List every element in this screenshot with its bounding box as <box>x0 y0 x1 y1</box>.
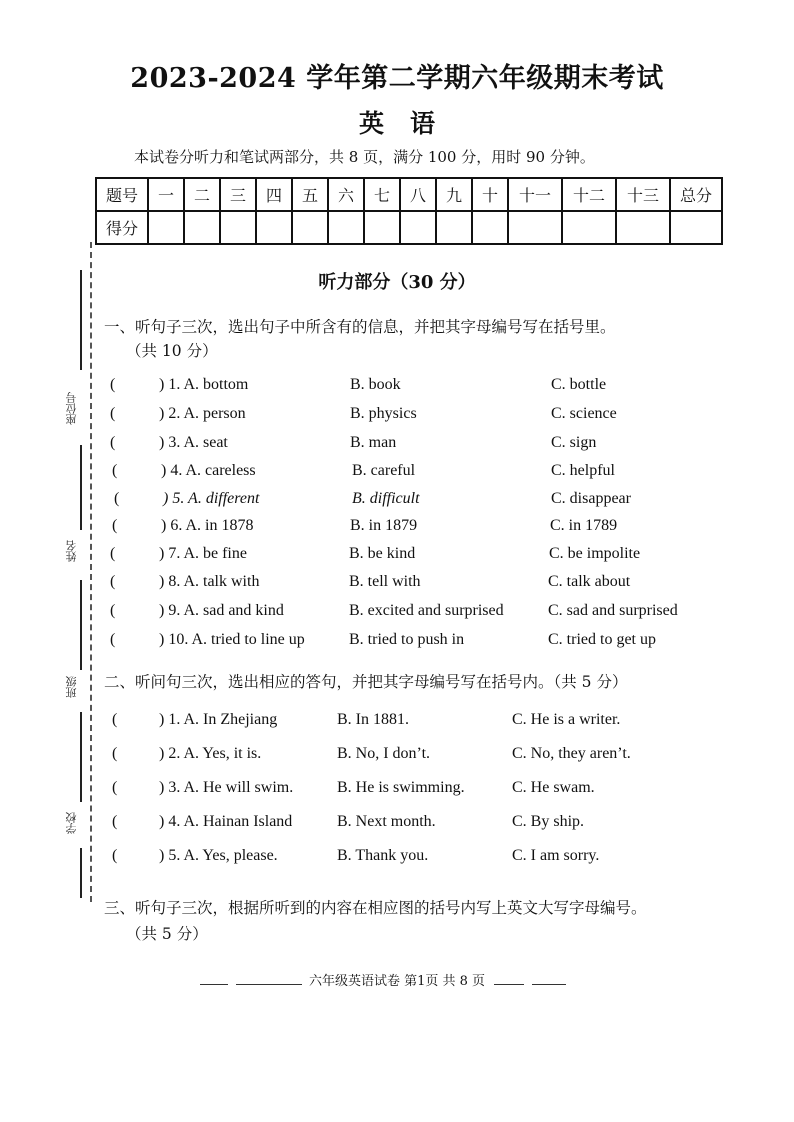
option-a: ) 2. A. Yes, it is. <box>159 745 262 762</box>
page-footer: 六年级英语试卷 第1页 共 8 页 <box>308 974 486 989</box>
score-column-10: 十 <box>472 178 508 211</box>
option-a: ) 3. A. He will swim. <box>159 779 294 796</box>
option-b: B. Next month. <box>337 813 436 830</box>
margin-label-name: 姓名 <box>65 540 78 562</box>
footer-rule-right <box>494 984 524 985</box>
option-b: B. in 1879 <box>350 517 418 534</box>
answer-bracket[interactable]: ( <box>110 376 116 393</box>
answer-bracket[interactable]: ( <box>112 813 118 830</box>
exam-title: 2023-2024 学年第二学期六年级期末考试 <box>130 63 664 94</box>
margin-bracket <box>80 580 82 670</box>
option-a: ) 4. A. Hainan Island <box>159 813 293 830</box>
score-cell[interactable] <box>220 211 256 244</box>
section2-title: 二、听问句三次，选出相应的答句，并把其字母编号写在括号内。（共 5 分） <box>104 673 628 691</box>
score-cell[interactable] <box>436 211 472 244</box>
score-table-header-row <box>96 178 722 211</box>
exam-instructions: 本试卷分听力和笔试两部分，共 8 页，满分 100 分，用时 90 分钟。 <box>134 148 595 166</box>
score-cell[interactable] <box>256 211 292 244</box>
score-column-7: 七 <box>364 178 400 211</box>
margin-bracket <box>80 712 82 802</box>
score-column-9: 九 <box>436 178 472 211</box>
margin-label-school: 学校 <box>65 812 78 834</box>
score-cell[interactable] <box>670 211 722 244</box>
answer-bracket[interactable]: ( <box>110 573 116 590</box>
option-c: C. I am sorry. <box>512 847 600 864</box>
option-b: B. be kind <box>349 545 416 562</box>
option-c: C. science <box>551 405 617 422</box>
score-cell[interactable] <box>328 211 364 244</box>
score-column-13: 十三 <box>616 178 670 211</box>
score-column-3: 三 <box>220 178 256 211</box>
option-b: B. No, I don’t. <box>337 745 431 762</box>
score-cell[interactable] <box>184 211 220 244</box>
option-b: B. tell with <box>349 573 421 590</box>
section1-points: （共 10 分） <box>126 342 218 360</box>
option-a: ) 5. A. Yes, please. <box>159 847 278 864</box>
option-c: C. sad and surprised <box>548 602 678 619</box>
margin-bracket <box>80 848 82 898</box>
option-b: B. careful <box>352 462 416 479</box>
option-c: C. disappear <box>551 490 631 507</box>
answer-bracket[interactable]: ( <box>112 847 118 864</box>
option-c: C. talk about <box>548 573 631 590</box>
option-a: ) 5. A. different <box>163 490 260 507</box>
score-cell[interactable] <box>292 211 328 244</box>
score-column-5: 五 <box>292 178 328 211</box>
option-a: ) 9. A. sad and kind <box>159 602 284 619</box>
subject-title: 英语 <box>358 109 461 138</box>
score-table-score-row <box>96 211 722 244</box>
option-b: B. physics <box>350 405 417 422</box>
binding-dashed-line <box>90 242 92 902</box>
section3-title: 三、听句子三次，根据所听到的内容在相应图的括号内写上英文大写字母编号。 <box>104 899 647 917</box>
answer-bracket[interactable]: ( <box>110 545 116 562</box>
option-c: C. No, they aren’t. <box>512 745 631 762</box>
section1-title: 一、听句子三次，选出句子中所含有的信息，并把其字母编号写在括号里。 <box>104 318 616 336</box>
option-c: C. sign <box>551 434 597 451</box>
option-a: ) 2. A. person <box>159 405 246 422</box>
option-a: ) 10. A. tried to line up <box>159 631 305 648</box>
option-a: ) 8. A. talk with <box>159 573 260 590</box>
score-column-6: 六 <box>328 178 364 211</box>
option-c: C. in 1789 <box>550 517 618 534</box>
option-a: ) 7. A. be fine <box>159 545 247 562</box>
option-c: C. bottle <box>551 376 607 393</box>
answer-bracket[interactable]: ( <box>110 631 116 648</box>
option-c: C. helpful <box>551 462 615 479</box>
score-cell[interactable] <box>364 211 400 244</box>
answer-bracket[interactable]: ( <box>112 745 118 762</box>
option-c: C. He is a writer. <box>512 711 621 728</box>
option-b: B. Thank you. <box>337 847 429 864</box>
score-cell[interactable] <box>472 211 508 244</box>
answer-bracket[interactable]: ( <box>110 602 116 619</box>
answer-bracket[interactable]: ( <box>110 434 116 451</box>
margin-bracket <box>80 445 82 530</box>
option-a: ) 3. A. seat <box>159 434 228 451</box>
answer-bracket[interactable]: ( <box>110 405 116 422</box>
score-table <box>95 177 723 245</box>
option-a: ) 1. A. In Zhejiang <box>159 711 278 728</box>
score-column-2: 二 <box>184 178 220 211</box>
score-cell[interactable] <box>616 211 670 244</box>
option-c: C. He swam. <box>512 779 595 796</box>
score-table-row-label: 题号 <box>96 178 148 211</box>
answer-bracket[interactable]: ( <box>112 462 118 479</box>
score-cell[interactable] <box>508 211 562 244</box>
answer-bracket[interactable]: ( <box>112 779 118 796</box>
option-b: B. difficult <box>352 490 420 507</box>
score-cell[interactable] <box>400 211 436 244</box>
listening-section-heading: 听力部分（30 分） <box>318 272 476 293</box>
margin-label-class: 班级 <box>65 676 78 698</box>
answer-bracket[interactable]: ( <box>112 517 118 534</box>
section3-points: （共 5 分） <box>126 925 208 943</box>
option-a: ) 4. A. careless <box>161 462 256 479</box>
score-column-8: 八 <box>400 178 436 211</box>
option-c: C. By ship. <box>512 813 585 830</box>
option-b: B. man <box>350 434 397 451</box>
answer-bracket[interactable]: ( <box>112 711 118 728</box>
option-b: B. In 1881. <box>337 711 409 728</box>
option-c: C. tried to get up <box>548 631 656 648</box>
option-b: B. He is swimming. <box>337 779 465 796</box>
option-a: ) 6. A. in 1878 <box>161 517 254 534</box>
score-row-label: 得分 <box>96 211 148 244</box>
score-column-12: 十二 <box>562 178 616 211</box>
score-column-total: 总分 <box>670 178 722 211</box>
score-column-11: 十一 <box>508 178 562 211</box>
score-cell[interactable] <box>148 211 184 244</box>
score-column-1: 一 <box>148 178 184 211</box>
option-b: B. tried to push in <box>349 631 465 648</box>
score-column-4: 四 <box>256 178 292 211</box>
option-c: C. be impolite <box>549 545 641 562</box>
score-cell[interactable] <box>562 211 616 244</box>
margin-label-seat: 座位号 <box>65 392 78 425</box>
option-b: B. excited and surprised <box>349 602 504 619</box>
option-a: ) 1. A. bottom <box>159 376 249 393</box>
option-b: B. book <box>350 376 401 393</box>
answer-bracket[interactable]: ( <box>114 490 120 507</box>
footer-rule-right <box>532 984 566 985</box>
